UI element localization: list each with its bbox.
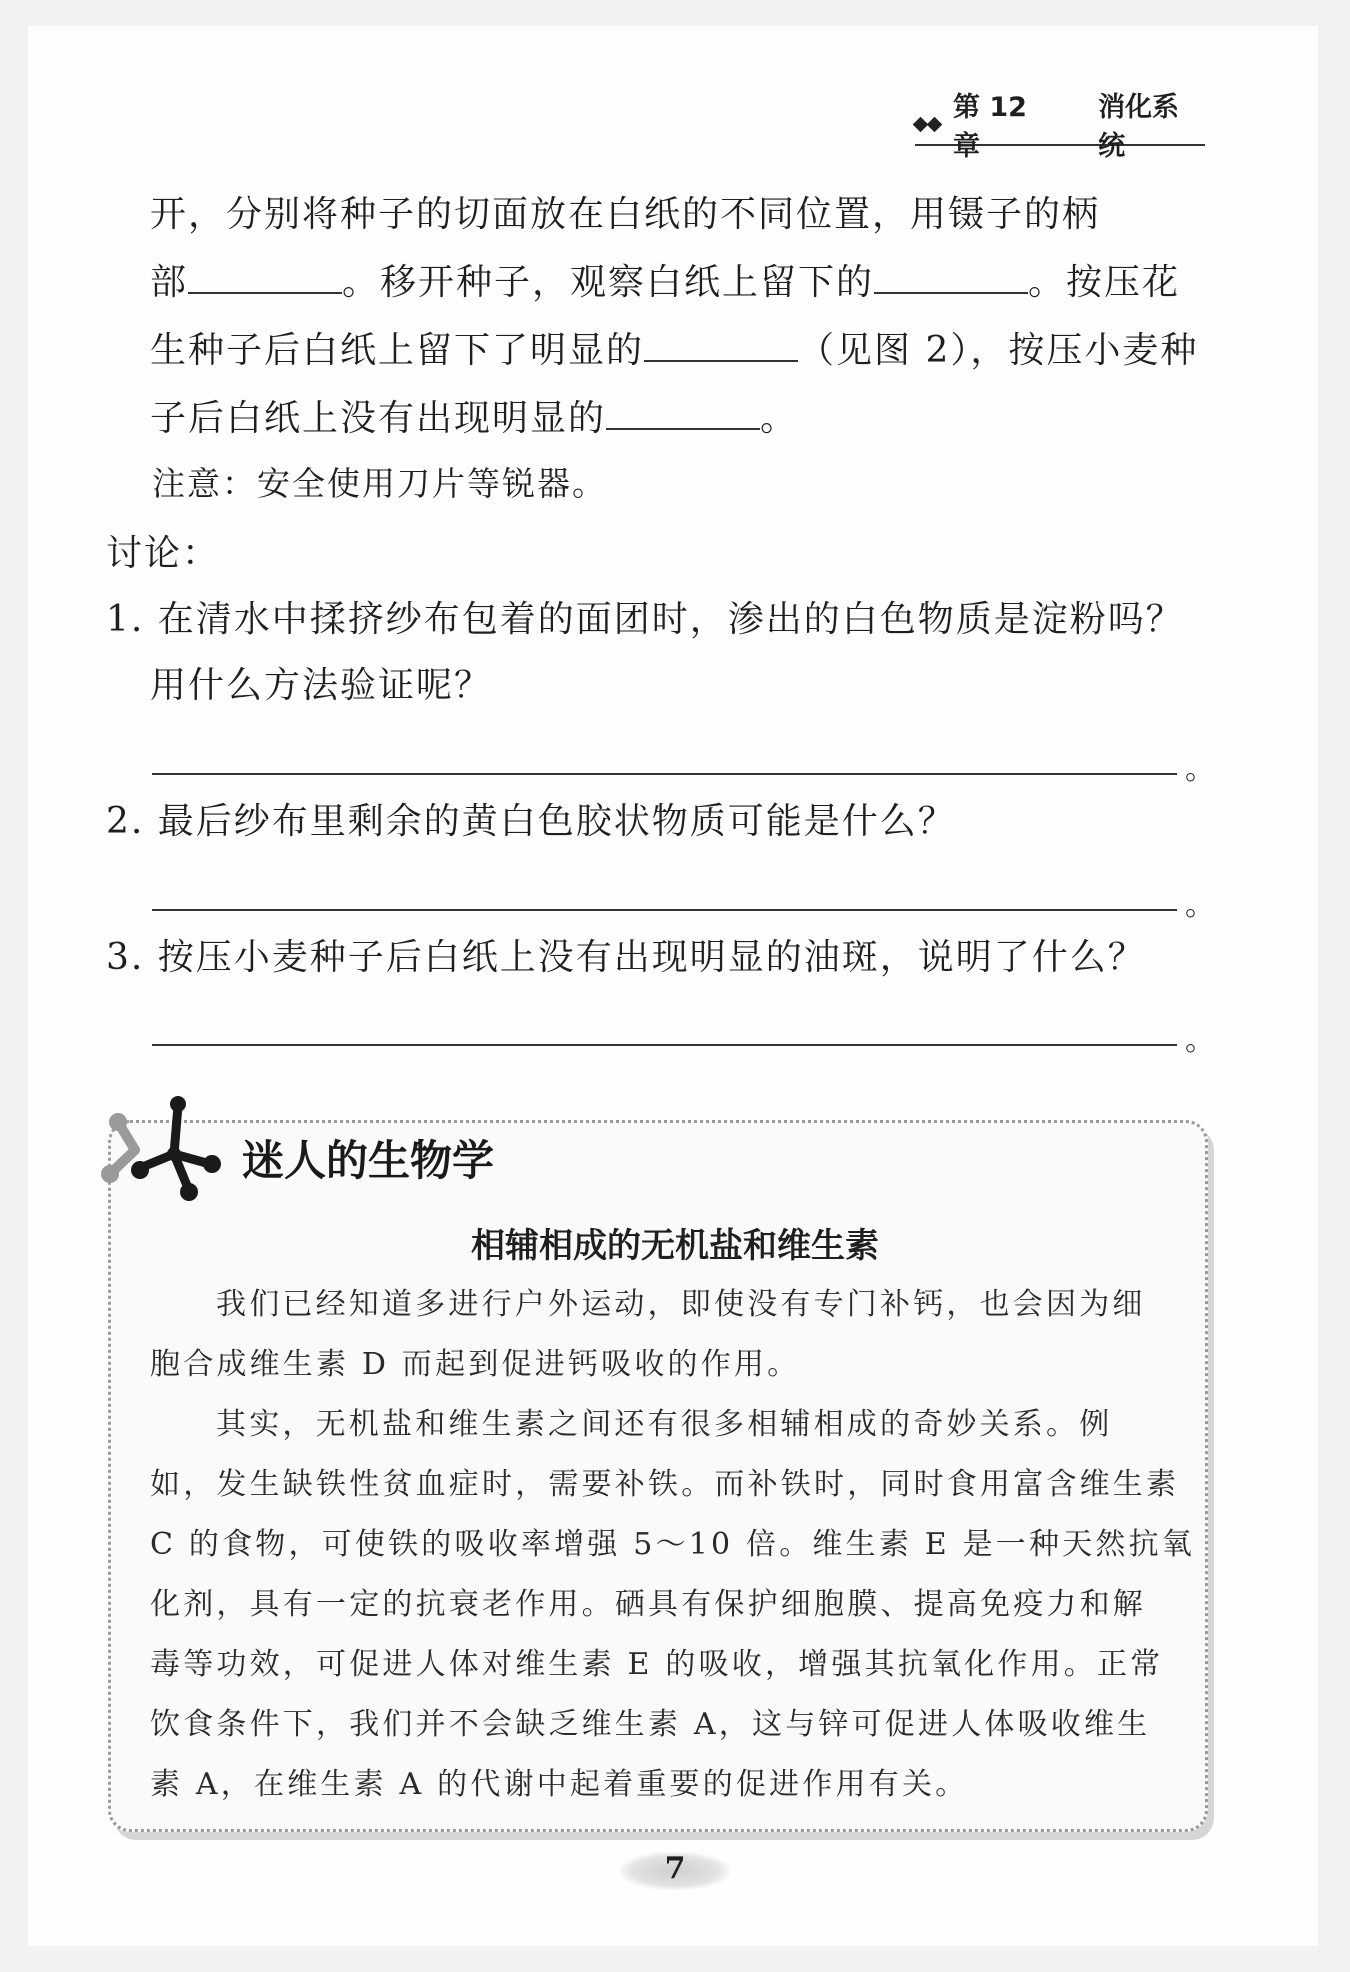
article-line: 化剂，具有一定的抗衰老作用。硒具有保护细胞膜、提高免疫力和解 bbox=[150, 1587, 1146, 1622]
article-title: 相辅相成的无机盐和维生素 bbox=[471, 1226, 879, 1266]
step-line-1: 开，分别将种子的切面放在白纸的不同位置，用镊子的柄 bbox=[150, 194, 1101, 235]
article-line: 毒等功效，可促进人体对维生素 E 的吸收，增强其抗氧化作用。正常 bbox=[150, 1647, 1164, 1682]
article-line: 胞合成维生素 D 而起到促进钙吸收的作用。 bbox=[150, 1347, 801, 1382]
answer-line-1[interactable] bbox=[152, 773, 1177, 775]
answer-line-2[interactable] bbox=[152, 909, 1177, 911]
question-3: 3. 按压小麦种子后白纸上没有出现明显的油斑，说明了什么？ bbox=[106, 937, 1146, 978]
step-line-3: 生种子后白纸上留下了明显的 （见图 2），按压小麦种 bbox=[150, 330, 1199, 371]
step-line-2: 部 。移开种子，观察白纸上留下的 。按压花 bbox=[150, 262, 1181, 303]
answer-end-1: 。 bbox=[1185, 752, 1215, 787]
fill-blank-4[interactable] bbox=[606, 398, 760, 430]
fill-blank-1[interactable] bbox=[188, 262, 342, 294]
step-line-4: 子后白纸上没有出现明显的 。 bbox=[150, 398, 799, 439]
answer-line-3[interactable] bbox=[152, 1044, 1177, 1046]
chapter-title: 消化系统 bbox=[1098, 92, 1180, 162]
article-line: 素 A，在维生素 A 的代谢中起着重要的促进作用有关。 bbox=[150, 1767, 969, 1802]
question-1-cont: 用什么方法验证呢？ bbox=[150, 665, 493, 706]
article-line: 饮食条件下，我们并不会缺乏维生素 A，这与锌可促进人体吸收维生 bbox=[150, 1707, 1151, 1742]
safety-note: 注意：安全使用刀片等锐器。 bbox=[152, 464, 607, 503]
article-line: C 的食物，可使铁的吸收率增强 5～10 倍。维生素 E 是一种天然抗氧 bbox=[150, 1527, 1195, 1562]
page-number: 7 bbox=[620, 1852, 730, 1890]
diamond-icon bbox=[915, 119, 943, 130]
article-line: 如，发生缺铁性贫血症时，需要补铁。而补铁时，同时食用富含维生素 bbox=[150, 1467, 1180, 1502]
fill-blank-3[interactable] bbox=[644, 330, 798, 362]
answer-end-3: 。 bbox=[1185, 1023, 1215, 1058]
article-line: 我们已经知道多进行户外运动，即使没有专门补钙，也会因为细 bbox=[216, 1287, 1146, 1322]
feature-section-title: 迷人的生物学 bbox=[242, 1136, 495, 1185]
fill-blank-2[interactable] bbox=[874, 262, 1028, 294]
discussion-heading: 讨论： bbox=[106, 533, 221, 574]
molecule-icon bbox=[100, 1092, 230, 1212]
answer-end-2: 。 bbox=[1185, 888, 1215, 923]
chapter-number: 第 12 章 bbox=[953, 92, 1027, 162]
chapter-header bbox=[915, 92, 1205, 162]
question-1: 1. 在清水中揉挤纱布包着的面团时，渗出的白色物质是淀粉吗？ bbox=[106, 599, 1184, 640]
article-line: 其实，无机盐和维生素之间还有很多相辅相成的奇妙关系。例 bbox=[216, 1407, 1113, 1442]
question-2: 2. 最后纱布里剩余的黄白色胶状物质可能是什么？ bbox=[106, 801, 956, 842]
